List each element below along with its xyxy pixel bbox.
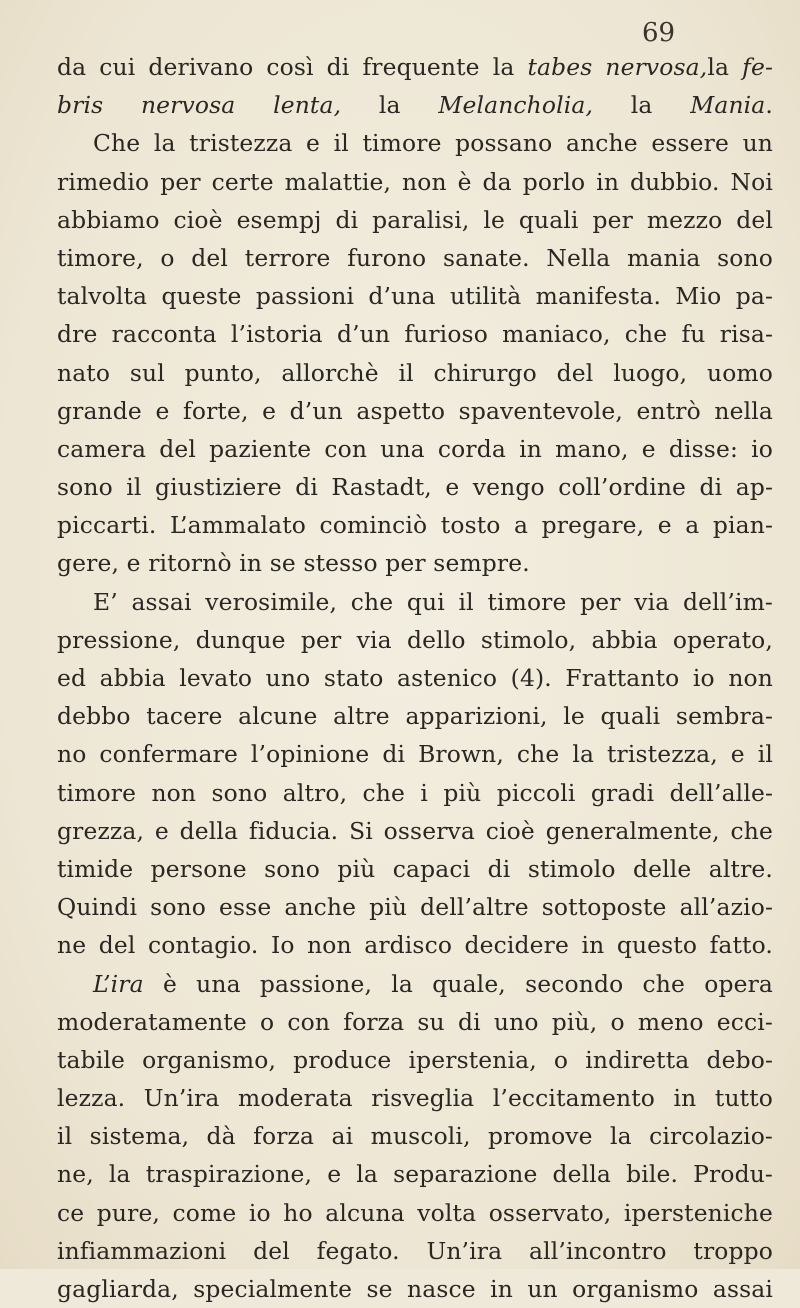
text-line: [57, 1270, 773, 1308]
text-run: timore non sono altro, che i più piccoli gradi dell’alle-: [57, 778, 773, 807]
italic-text: bris nervosa lenta,: [57, 91, 342, 120]
text-run: timore, o del terrore furono sanate. Nella mania sono: [57, 243, 773, 272]
italic-text: fe-: [742, 53, 773, 81]
text-run: camera del paziente con una corda in mano, e disse: io: [57, 434, 773, 463]
text-line: [57, 163, 773, 201]
text-line: [57, 659, 773, 697]
text-run: .: [765, 91, 773, 120]
italic-text: L’ira: [93, 969, 144, 998]
text-run: abbiamo cioè esempj di paralisi, le quali per mezzo del: [57, 205, 773, 234]
text-run: il sistema, dà forza ai muscoli, promove la circolazio-: [57, 1122, 773, 1151]
text-line: [57, 1041, 773, 1079]
text-run: rimedio per certe malattie, non è da porlo in dubbio. Noi: [57, 167, 773, 196]
text-line: [57, 1003, 773, 1041]
text-run: E’ assai verosimile, che qui il timore per via dell’im-: [93, 587, 773, 616]
italic-text: tabes nervosa,: [527, 53, 708, 81]
text-line: [57, 812, 773, 850]
text-run: la: [593, 91, 691, 120]
text-line: [57, 544, 773, 582]
text-run: gagliarda, specialmente se nasce in un organismo assai: [57, 1275, 773, 1303]
text-run: ne del contagio. Io non ardisco decidere in questo fatto.: [57, 931, 773, 960]
text-run: moderatamente o con forza su di uno più, o meno ecci-: [57, 1007, 773, 1036]
text-run: timide persone sono più capaci di stimolo delle altre.: [57, 854, 773, 883]
text-line: [57, 1117, 773, 1155]
text-run: pressione, dunque per via dello stimolo, abbia operato,: [57, 625, 773, 654]
text-run: sono il giustiziere di Rastadt, e vengo coll’ordine di ap-: [57, 473, 773, 502]
text-run: ed abbia levato uno stato astenico (4). Frattanto io non: [57, 664, 773, 692]
text-run: gere, e ritornò in se stesso per sempre.: [57, 549, 530, 578]
text-line: [57, 354, 773, 392]
text-run: dre racconta l’istoria d’un furioso maniaco, che fu risa-: [57, 320, 773, 349]
text-line: [57, 201, 773, 239]
text-run: no confermare l’opinione di Brown, che la tristezza, e il: [57, 740, 773, 769]
text-run: grezza, e della fiducia. Si osserva cioè generalmente, che: [57, 816, 773, 845]
text-run: da cui derivano così di frequente la: [57, 53, 528, 81]
italic-text: Melancholia,: [438, 91, 594, 120]
text-line: [57, 392, 773, 430]
text-line: [57, 965, 773, 1003]
text-run: debbo tacere alcune altre apparizioni, le quali sembra-: [57, 702, 773, 731]
text-run: talvolta queste passioni d’una utilità manifesta. Mio pa-: [57, 282, 773, 311]
text-line: [57, 1194, 773, 1232]
text-line: [57, 1232, 773, 1270]
text-line: [57, 735, 773, 773]
text-run: piccarti. L’ammalato cominciò tosto a pregare, e a pian-: [57, 511, 773, 540]
text-run: ce pure, come io ho alcuna volta osservato, ipersteniche: [57, 1198, 773, 1227]
text-line: [57, 86, 773, 124]
text-run: Che la tristezza e il timore possano anche essere un: [93, 129, 773, 158]
text-line: [57, 926, 773, 964]
text-run: grande e forte, e d’un aspetto spaventevole, entrò nella: [57, 396, 773, 425]
text-run: infiammazioni del fegato. Un’ira all’incontro troppo: [57, 1236, 773, 1265]
text-line: [57, 621, 773, 659]
text-line: [57, 315, 773, 353]
text-line: [57, 1155, 773, 1193]
text-run: è una passione, la quale, secondo che opera: [143, 969, 773, 998]
text-line: [57, 239, 773, 277]
page-number: 69: [642, 18, 676, 48]
text-line: [57, 697, 773, 735]
text-line: [57, 1079, 773, 1117]
text-line: [57, 888, 773, 926]
text-line: [57, 124, 773, 162]
text-line: [57, 277, 773, 315]
body-text: [57, 48, 773, 1308]
text-run: la: [341, 91, 439, 120]
text-run: la: [707, 53, 743, 81]
text-line: [57, 583, 773, 621]
text-run: tabile organismo, produce iperstenia, o indiretta debo-: [57, 1045, 773, 1074]
text-run: ne, la traspirazione, e la separazione della bile. Produ-: [57, 1160, 773, 1189]
text-line: [57, 468, 773, 506]
italic-text: Mania: [690, 91, 766, 120]
text-line: [57, 48, 773, 86]
text-line: [57, 774, 773, 812]
text-run: nato sul punto, allorchè il chirurgo del luogo, uomo: [57, 358, 773, 387]
text-line: [57, 506, 773, 544]
text-line: [57, 430, 773, 468]
text-run: Quindi sono esse anche più dell’altre sottoposte all’azio-: [57, 893, 773, 922]
text-line: [57, 850, 773, 888]
text-run: lezza. Un’ira moderata risveglia l’eccitamento in tutto: [57, 1084, 773, 1113]
